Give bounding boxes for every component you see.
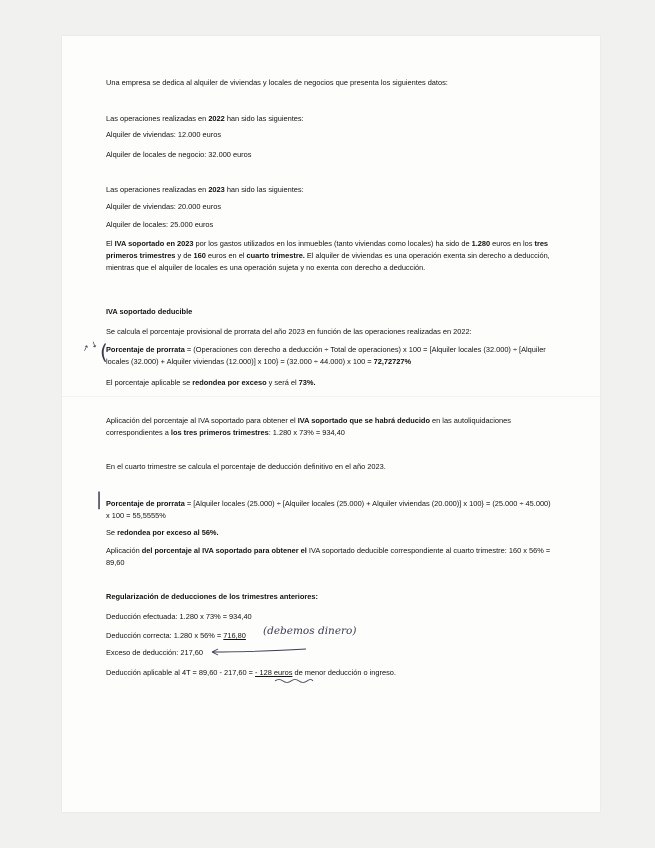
prorrata-calc-intro: Se calcula el porcentaje provisional de prorrata del año 2023 en función de las operaciones realizadas en 2022:: [106, 327, 472, 336]
prorrata-formula-2023: Porcentaje de prorrata = [Alquiler locales (25.000) ÷ [Alquiler locales (25.000) + Alquiler viviendas (20.000)] x 100} = (25.000 ÷ 45.000) x 100 = 55,5555%: [106, 499, 551, 520]
iva-soportado-paragraph: El IVA soportado en 2023 por los gastos utilizados en los inmuebles (tanto viviendas como locales) ha sido de 1.280 euros en los tres primeros trimestres y de 160 euros en el cuarto trimestre. El alquiler de viviendas es una operación exenta sin derecho a deducción, mientras que el alquiler de locales es una operación sujeta y no exenta con derecho a deducción.: [106, 239, 550, 272]
arrow-mark-icon: [210, 646, 310, 660]
iva-deducible-title: IVA soportado deducible: [106, 307, 193, 316]
redondea-56: Se redondea por exceso al 56%.: [106, 528, 219, 537]
handwritten-debemos-note: (debemos dinero): [263, 625, 357, 637]
ops-2023-heading: Las operaciones realizadas en 2023 han sido las siguientes:: [106, 185, 304, 194]
squiggle-underline-mark: [274, 678, 314, 684]
margin-bracket-mark: |: [96, 489, 103, 510]
deduccion-efectuada: Deducción efectuada: 1.280 x 73% = 934,40: [106, 612, 252, 621]
aplicacion-cuarto-trimestre: Aplicación del porcentaje al IVA soportado para obtener el IVA soportado deducible correspondiente al cuarto trimestre: 160 x 56% = 89,60: [106, 546, 551, 567]
margin-handwritten-note: ↗ ↓: [80, 339, 100, 354]
document-page: [62, 36, 600, 812]
porcentaje-aplicable: El porcentaje aplicable se redondea por exceso y será el 73%.: [106, 378, 316, 387]
deduccion-aplicable-4t: Deducción aplicable al 4T = 89,60 - 217,60 = - 128 euros de menor deducción o ingreso.: [106, 668, 396, 677]
deduccion-correcta: Deducción correcta: 1.280 x 56% = 716,80: [106, 631, 246, 640]
ops-2022-heading: Las operaciones realizadas en 2022 han sido las siguientes:: [106, 114, 304, 123]
ops-2022-viviendas: Alquiler de viviendas: 12.000 euros: [106, 130, 222, 139]
prorrata-formula-2022: Porcentaje de prorrata = (Operaciones con derecho a deducción ÷ Total de operaciones) x 100 = [Alquiler locales (32.000) ÷ [Alquiler locales (32.000) + Alquiler viviendas (12.000)] x 100} = (32.000 ÷ 44.000) x 100 = 72,72727%: [106, 345, 546, 366]
ops-2023-locales: Alquiler de locales: 25.000 euros: [106, 220, 214, 229]
regularizacion-title: Regularización de deducciones de los trimestres anteriores:: [106, 592, 318, 601]
intro-text: Una empresa se dedica al alquiler de viviendas y locales de negocios que presenta los siguientes datos:: [106, 78, 448, 87]
ops-2022-locales: Alquiler de locales de negocio: 32.000 euros: [106, 150, 252, 159]
cuarto-trimestre-text: En el cuarto trimestre se calcula el porcentaje de deducción definitivo en el año 2023.: [106, 462, 386, 471]
aplicacion-paragraph: Aplicación del porcentaje al IVA soportado para obtener el IVA soportado que se habrá deducido en las autoliquidaciones correspondientes a los tres primeros trimestres: 1.280 x 73% = 934,40: [106, 416, 511, 437]
bracket-mark: (: [100, 340, 108, 364]
ops-2023-viviendas: Alquiler de viviendas: 20.000 euros: [106, 202, 222, 211]
exceso-deduccion: Exceso de deducción: 217,60: [106, 648, 203, 657]
